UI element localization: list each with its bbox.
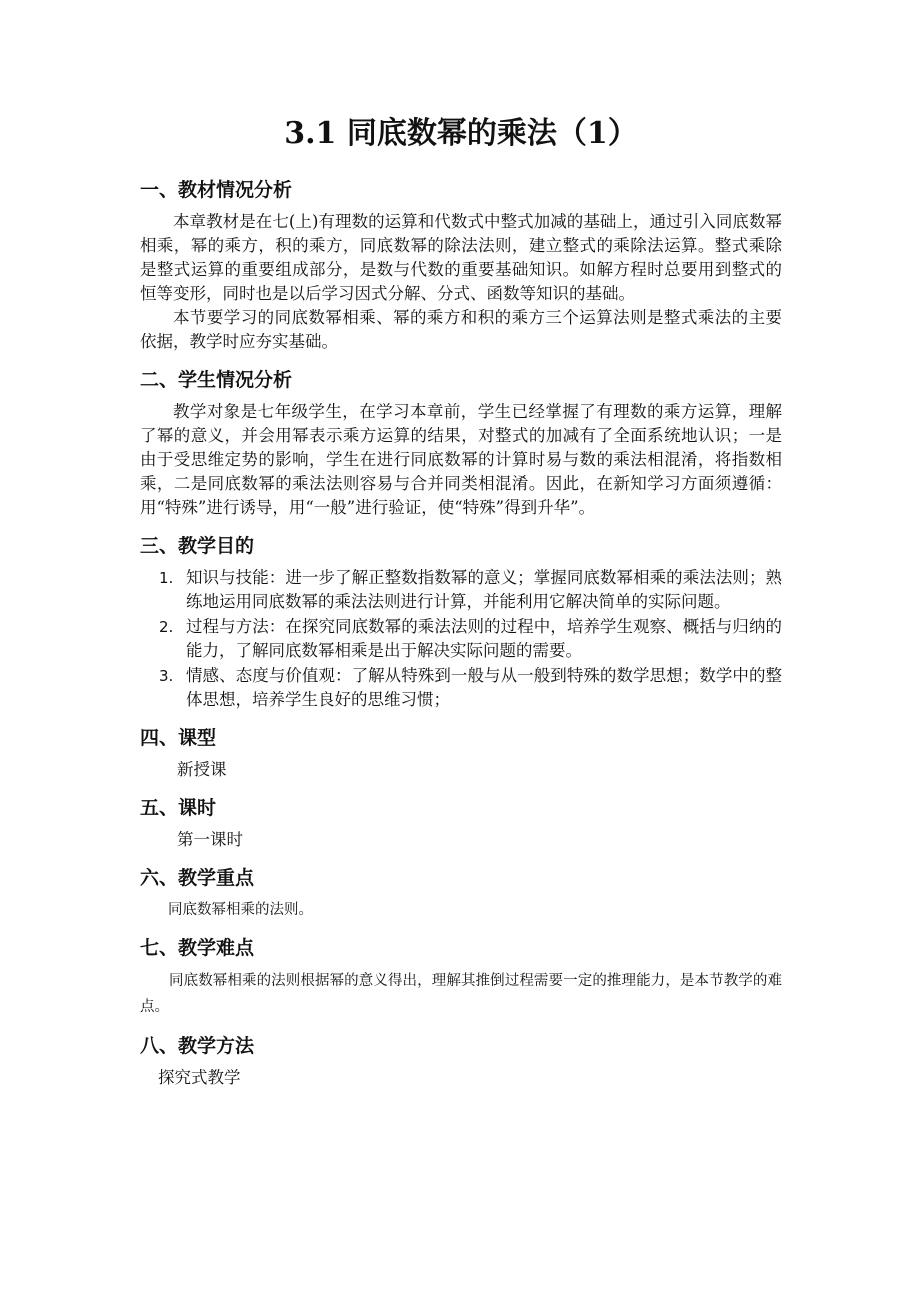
- section-heading: 七、教学难点: [140, 937, 255, 959]
- section-heading: 三、教学目的: [140, 535, 255, 557]
- section-heading: 二、学生情况分析: [140, 369, 293, 391]
- list-number: 3.: [159, 667, 174, 685]
- list-item-text: 知识与技能：进一步了解正整数指数幂的意义；掌握同底数幂相乘的乘法法则；熟练地运用同底数幂的乘法法则进行计算，并能利用它解决简单的实际问题。: [186, 568, 782, 611]
- section-text: 新授课: [177, 760, 227, 779]
- section-teaching-method: [140, 1032, 782, 1090]
- section-lesson-type: [140, 724, 782, 782]
- paragraph: 教学对象是七年级学生，在学习本章前，学生已经掌握了有理数的乘方运算，理解了幂的意义，并会用幂表示乘方运算的结果，对整式的加减有了全面系统地认识；一是由于受思维定势的影响，学生在进行同底数幂的计算时易与数的乘法相混淆，将指数相乘，二是同底数幂的乘法法则容易与合并同类相混淆。因此，在新知学习方面须遵循：用“特殊”进行诱导，用“一般”进行验证，使“特殊”得到升华”。: [140, 402, 782, 517]
- paragraph: 本节要学习的同底数幂相乘、幂的乘方和积的乘方三个运算法则是整式乘法的主要依据，教学时应夯实基础。: [140, 308, 782, 351]
- section-lesson-count: [140, 794, 782, 852]
- list-number: 2.: [159, 618, 174, 636]
- list-item-text: 过程与方法：在探究同底数幂的乘法法则的过程中，培养学生观察、概括与归纳的能力，了解同底数幂相乘是出于解决实际问题的需要。: [186, 617, 782, 660]
- section-heading: 四、课型: [140, 727, 217, 749]
- section-text: 同底数幂相乘的法则。: [168, 902, 313, 918]
- section-teaching-goals: [140, 532, 782, 712]
- paragraph: 本章教材是在七(上)有理数的运算和代数式中整式加减的基础上，通过引入同底数幂相乘，幂的乘方，积的乘方，同底数幂的除法法则，建立整式的乘除法运算。整式乘除是整式运算的重要组成部分，是数与代数的重要基础知识。如解方程时总要用到整式的恒等变形，同时也是以后学习因式分解、分式、函数等知识的基础。: [140, 212, 782, 303]
- document-page: [140, 112, 782, 1102]
- section-textbook-analysis: [140, 176, 782, 354]
- list-number: 1.: [159, 569, 174, 587]
- section-key-points: [140, 864, 782, 922]
- list-item: [159, 664, 782, 712]
- goals-list: [140, 566, 782, 712]
- paragraph: 同底数幂相乘的法则根据幂的意义得出，理解其推倒过程需要一定的推理能力，是本节教学的难点。: [140, 973, 782, 1015]
- section-heading: 一、教材情况分析: [140, 179, 293, 201]
- section-heading: 六、教学重点: [140, 867, 255, 889]
- section-student-analysis: [140, 366, 782, 520]
- section-difficulties: [140, 934, 782, 1020]
- list-item: [159, 566, 782, 614]
- section-heading: 八、教学方法: [140, 1035, 255, 1057]
- section-text: 第一课时: [177, 830, 243, 849]
- list-item: [159, 615, 782, 663]
- list-item-text: 情感、态度与价值观：了解从特殊到一般与从一般到特殊的数学思想；数学中的整体思想，培养学生良好的思维习惯；: [186, 666, 782, 709]
- section-text: 探究式教学: [158, 1068, 241, 1087]
- document-title: 3.1 同底数幂的乘法（1）: [284, 116, 638, 151]
- section-heading: 五、课时: [140, 797, 217, 819]
